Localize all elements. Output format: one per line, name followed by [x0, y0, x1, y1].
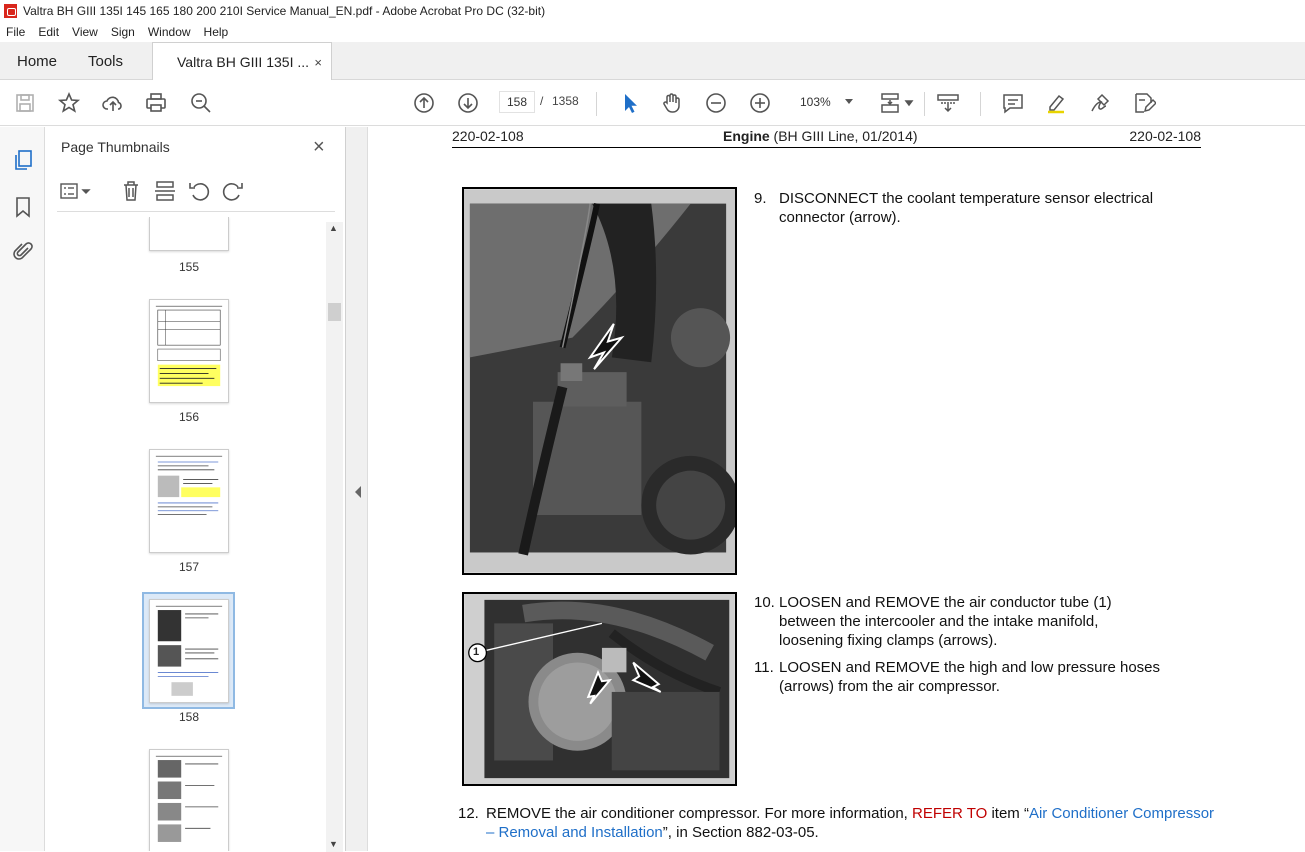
scroll-mode-icon[interactable]: [935, 90, 961, 116]
menu-bar: [0, 22, 1305, 42]
step-text: [486, 804, 1216, 842]
page-header: [452, 127, 1201, 148]
step-number: 9.: [754, 190, 767, 207]
step12-mid: item “: [987, 805, 1029, 822]
rotate-left-icon[interactable]: [187, 179, 211, 203]
toolbar-divider: [596, 92, 597, 116]
thumbnail-page[interactable]: [149, 449, 229, 553]
tab-home[interactable]: Home: [17, 52, 58, 70]
thumbnail-list: [45, 217, 325, 851]
document-view: [369, 127, 1305, 851]
scroll-up-icon[interactable]: ▲: [329, 223, 338, 233]
page-up-icon[interactable]: [411, 90, 437, 116]
menu-edit[interactable]: Edit: [38, 25, 60, 39]
panel-title: Page Thumbnails: [61, 139, 170, 155]
header-engine: Engine: [723, 128, 770, 144]
menu-window[interactable]: Window: [147, 25, 191, 39]
header-center: [723, 128, 918, 144]
panel-close-icon[interactable]: ×: [313, 136, 325, 158]
bookmark-star-icon[interactable]: [56, 90, 82, 116]
panel-divider: [57, 211, 335, 212]
page-fit-icon[interactable]: [879, 90, 915, 116]
zoom-value: 103%: [800, 95, 831, 109]
title-bar: [0, 0, 1305, 22]
scrollbar-thumb[interactable]: [328, 303, 341, 321]
select-cursor-icon[interactable]: [616, 90, 642, 116]
sign-icon[interactable]: [1087, 90, 1113, 116]
panel-toolbar: [59, 179, 245, 203]
tab-tools[interactable]: Tools: [88, 52, 124, 70]
window-title: Valtra BH GIII 135I 145 165 180 200 210I Service Manual_EN.pdf - Adobe Acrobat Pro DC (32-bit): [23, 4, 546, 18]
thumbnail-label: 158: [178, 710, 200, 724]
collapse-panel-icon[interactable]: [355, 486, 361, 498]
tab-document[interactable]: [152, 42, 332, 81]
attachments-icon[interactable]: [11, 240, 35, 264]
navigation-rail: [0, 127, 45, 851]
menu-sign[interactable]: Sign: [110, 25, 135, 39]
header-section-left: 220-02-108: [452, 128, 524, 144]
step-text: DISCONNECT the coolant temperature sensor electrical connector (arrow).: [779, 190, 1154, 226]
thumbnail-label: 155: [178, 260, 200, 274]
section-link[interactable]: Air Conditioner Compressor – Removal and Installation: [486, 805, 1215, 841]
tab-document-label: Valtra BH GIII 135I ...: [177, 54, 310, 70]
page-thumbnails-icon[interactable]: [11, 148, 35, 172]
thumbnail-page[interactable]: [149, 217, 229, 251]
thumbnail-label: 157: [178, 560, 200, 574]
step-number: 12.: [458, 805, 479, 822]
page-number-input[interactable]: 158: [499, 91, 535, 113]
thumbnail-page-selected[interactable]: [149, 599, 229, 703]
menu-file[interactable]: File: [6, 25, 26, 39]
step-number: 10.: [754, 594, 775, 611]
menu-help[interactable]: Help: [203, 25, 229, 39]
edit-pdf-icon[interactable]: [1131, 90, 1157, 116]
insert-page-icon[interactable]: [153, 179, 177, 203]
bookmarks-icon[interactable]: [11, 195, 35, 219]
page-separator: /: [540, 94, 544, 108]
menu-view[interactable]: View: [72, 25, 98, 39]
toolbar-divider: [924, 92, 925, 116]
page-down-icon[interactable]: [455, 90, 481, 116]
upload-icon[interactable]: [100, 90, 126, 116]
print-icon[interactable]: [143, 90, 169, 116]
thumbnail-label: 156: [178, 410, 200, 424]
zoom-in-icon[interactable]: [747, 90, 773, 116]
page-total: 1358: [552, 94, 579, 108]
step-text: LOOSEN and REMOVE the air conductor tube (1) between the intercooler and the intake manifold, loosening fixing clamps (arrows).: [779, 594, 1112, 649]
refer-to-text: REFER TO: [912, 805, 988, 822]
callout-number: 1: [473, 646, 480, 658]
thumbnail-options-icon[interactable]: [59, 179, 95, 203]
highlight-icon[interactable]: [1043, 90, 1069, 116]
thumbnail-page[interactable]: [149, 299, 229, 403]
save-icon[interactable]: [12, 90, 38, 116]
tab-close-icon[interactable]: ×: [314, 54, 322, 70]
delete-page-icon[interactable]: [119, 179, 143, 203]
page-thumbnails-panel: [45, 127, 346, 851]
thumbnail-page[interactable]: [149, 749, 229, 851]
photo-air-conductor-tube: [462, 592, 737, 786]
acrobat-pdf-icon: [4, 4, 17, 18]
header-section-right: 220-02-108: [1129, 128, 1201, 144]
header-line: (BH GIII Line, 01/2014): [769, 128, 918, 144]
step-number: 11.: [754, 659, 774, 676]
rotate-right-icon[interactable]: [221, 179, 245, 203]
chevron-down-icon: [845, 99, 853, 104]
hand-icon[interactable]: [659, 90, 685, 116]
step-text: LOOSEN and REMOVE the high and low pressure hoses (arrows) from the air compressor.: [779, 659, 1161, 695]
zoom-out-icon[interactable]: [703, 90, 729, 116]
scroll-down-icon[interactable]: ▼: [329, 839, 338, 849]
search-zoom-icon[interactable]: [188, 90, 214, 116]
tab-bar: [0, 42, 1305, 80]
zoom-select[interactable]: [793, 91, 859, 113]
toolbar-divider: [980, 92, 981, 116]
comment-icon[interactable]: [1000, 90, 1026, 116]
step12-pre: REMOVE the air conditioner compressor. For more information,: [486, 805, 912, 822]
photo-coolant-sensor: [462, 187, 737, 575]
step12-post: ”, in Section 882-03-05.: [662, 824, 819, 841]
